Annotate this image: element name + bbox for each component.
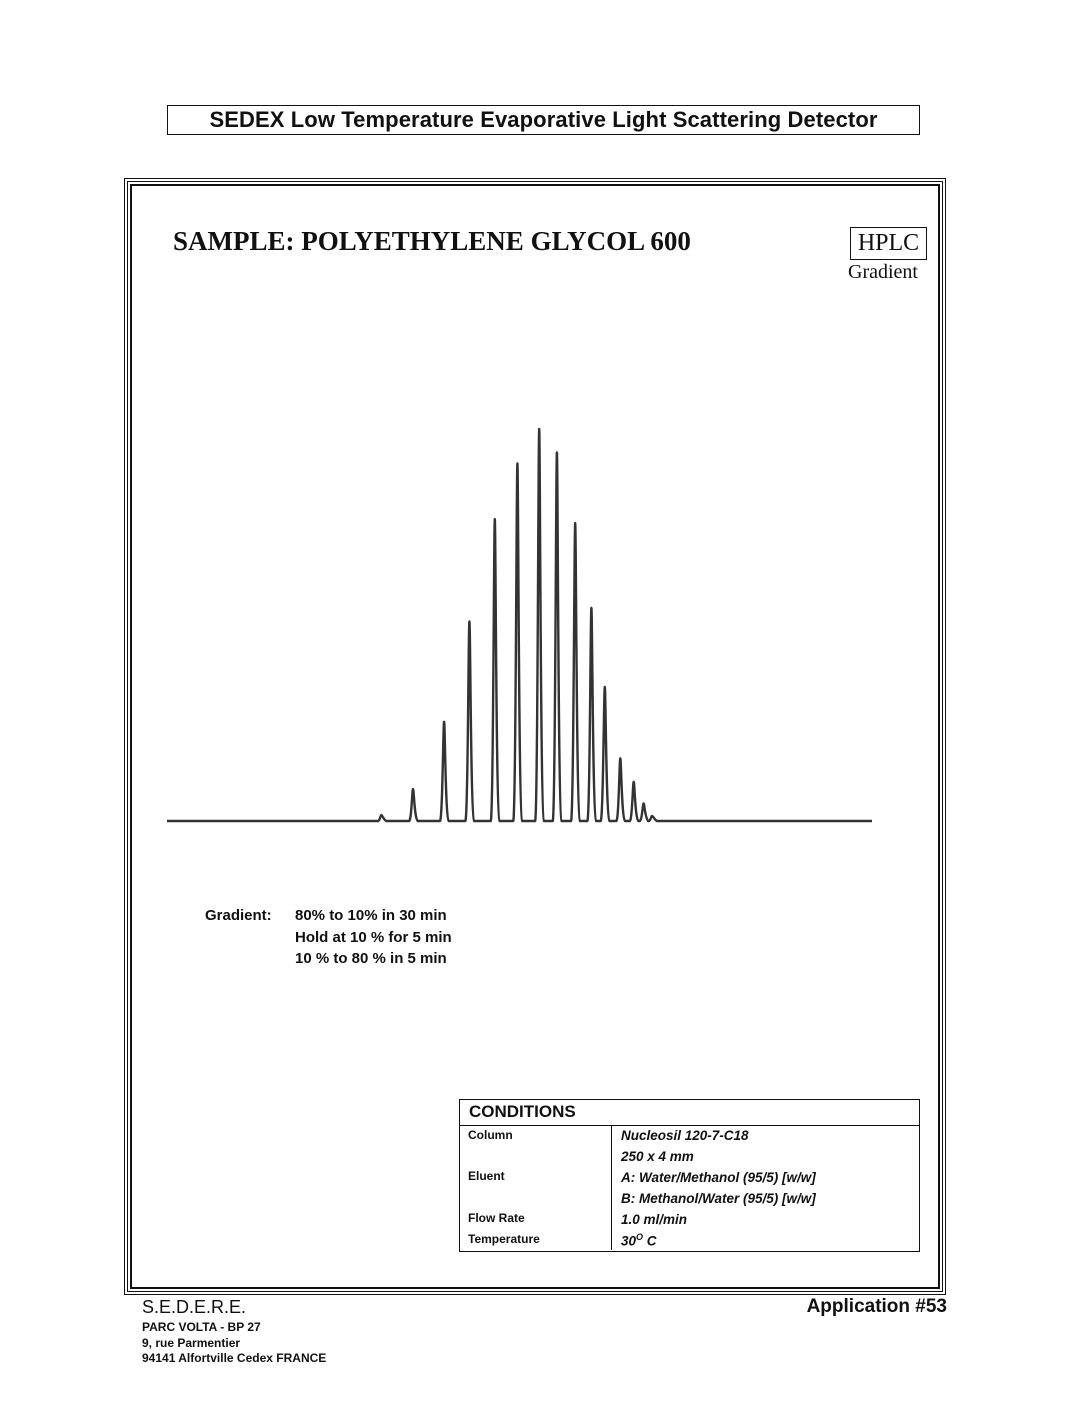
footer-address [142,1320,326,1367]
flow-rate-label: Flow Rate [468,1211,525,1225]
eluent-a-value: A: Water/Methanol (95/5) [w/w] [621,1170,816,1185]
degree-symbol: O [636,1232,644,1242]
application-number: Application #53 [806,1296,947,1317]
temperature-label: Temperature [468,1232,540,1246]
eluent-b-value: B: Methanol/Water (95/5) [w/w] [621,1191,816,1206]
gradient-step-2: Hold at 10 % for 5 min [295,928,452,946]
address-line-3: 94141 Alfortville Cedex FRANCE [142,1351,327,1365]
gradient-notes-label: Gradient: [205,907,272,924]
gradient-notes [205,905,452,970]
chromatogram-trace [167,429,872,821]
document-title: SEDEX Low Temperature Evaporative Light Scattering Detector [167,105,920,135]
mode-label: Gradient [848,261,918,283]
technique-badge: HPLC [850,227,927,260]
eluent-label: Eluent [468,1169,505,1183]
column-size-value: 250 x 4 mm [621,1149,694,1164]
gradient-step-1: 80% to 10% in 30 min [295,907,447,924]
column-label: Column [468,1128,513,1142]
conditions-title: CONDITIONS [460,1100,919,1126]
temperature-value [621,1232,657,1249]
temperature-number: 30 [621,1233,637,1249]
address-line-1: PARC VOLTA - BP 27 [142,1320,261,1334]
gradient-step-3: 10 % to 80 % in 5 min [295,950,447,967]
column-value: Nucleosil 120-7-C18 [621,1128,749,1143]
sample-title: SAMPLE: POLYETHYLENE GLYCOL 600 [173,226,691,256]
flow-rate-value: 1.0 ml/min [621,1212,688,1227]
address-line-2: 9, rue Parmentier [142,1335,241,1350]
temperature-unit: C [643,1233,657,1249]
conditions-divider [611,1126,612,1250]
footer-organization: S.E.D.E.R.E. [142,1297,247,1317]
conditions-table [459,1099,920,1252]
